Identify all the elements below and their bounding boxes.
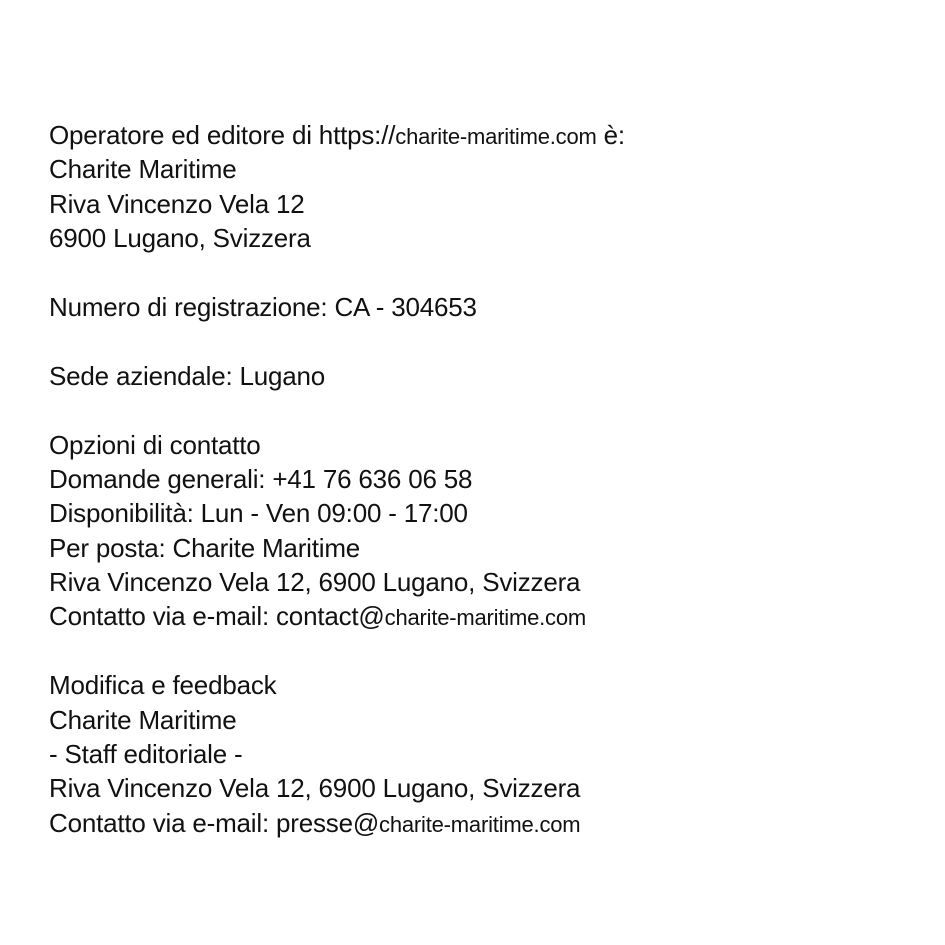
imprint-document	[49, 118, 929, 840]
registration-number: Numero di registrazione: CA - 304653	[49, 291, 477, 322]
spacer	[49, 256, 929, 290]
editorial-heading: Modifica e feedback	[49, 670, 277, 701]
spacer	[49, 324, 929, 358]
operator-intro	[49, 118, 929, 152]
operator-city: 6900 Lugano, Svizzera	[49, 223, 311, 254]
contact-heading: Opzioni di contatto	[49, 429, 261, 460]
contact-mail-address: Riva Vincenzo Vela 12, 6900 Lugano, Svizzera	[49, 567, 581, 598]
editorial-email-prefix: Contatto via e-mail: presse@	[49, 807, 380, 838]
operator-domain-link[interactable]: charite-maritime.com	[395, 124, 597, 149]
operator-company: Charite Maritime	[49, 154, 237, 185]
contact-email	[49, 599, 929, 633]
editorial-email-domain[interactable]: charite-maritime.com	[379, 811, 581, 837]
editorial-address: Riva Vincenzo Vela 12, 6900 Lugano, Svizzera	[49, 773, 581, 804]
contact-mail-label: Per posta: Charite Maritime	[49, 532, 361, 563]
operator-intro-prefix: Operatore ed editore di https://	[49, 120, 396, 150]
company-seat: Sede aziendale: Lugano	[49, 360, 326, 391]
spacer	[49, 634, 929, 668]
contact-email-domain[interactable]: charite-maritime.com	[384, 605, 587, 631]
contact-phone: Domande generali: +41 76 636 06 58	[49, 463, 473, 494]
editorial-staff: - Staff editoriale -	[49, 739, 243, 770]
operator-street: Riva Vincenzo Vela 12	[49, 188, 305, 219]
operator-intro-suffix: è:	[596, 120, 625, 150]
spacer	[49, 393, 929, 427]
contact-email-prefix: Contatto via e-mail: contact@	[49, 601, 385, 632]
editorial-email	[49, 806, 929, 840]
contact-hours: Disponibilità: Lun - Ven 09:00 - 17:00	[49, 498, 468, 529]
editorial-company: Charite Maritime	[49, 704, 237, 735]
